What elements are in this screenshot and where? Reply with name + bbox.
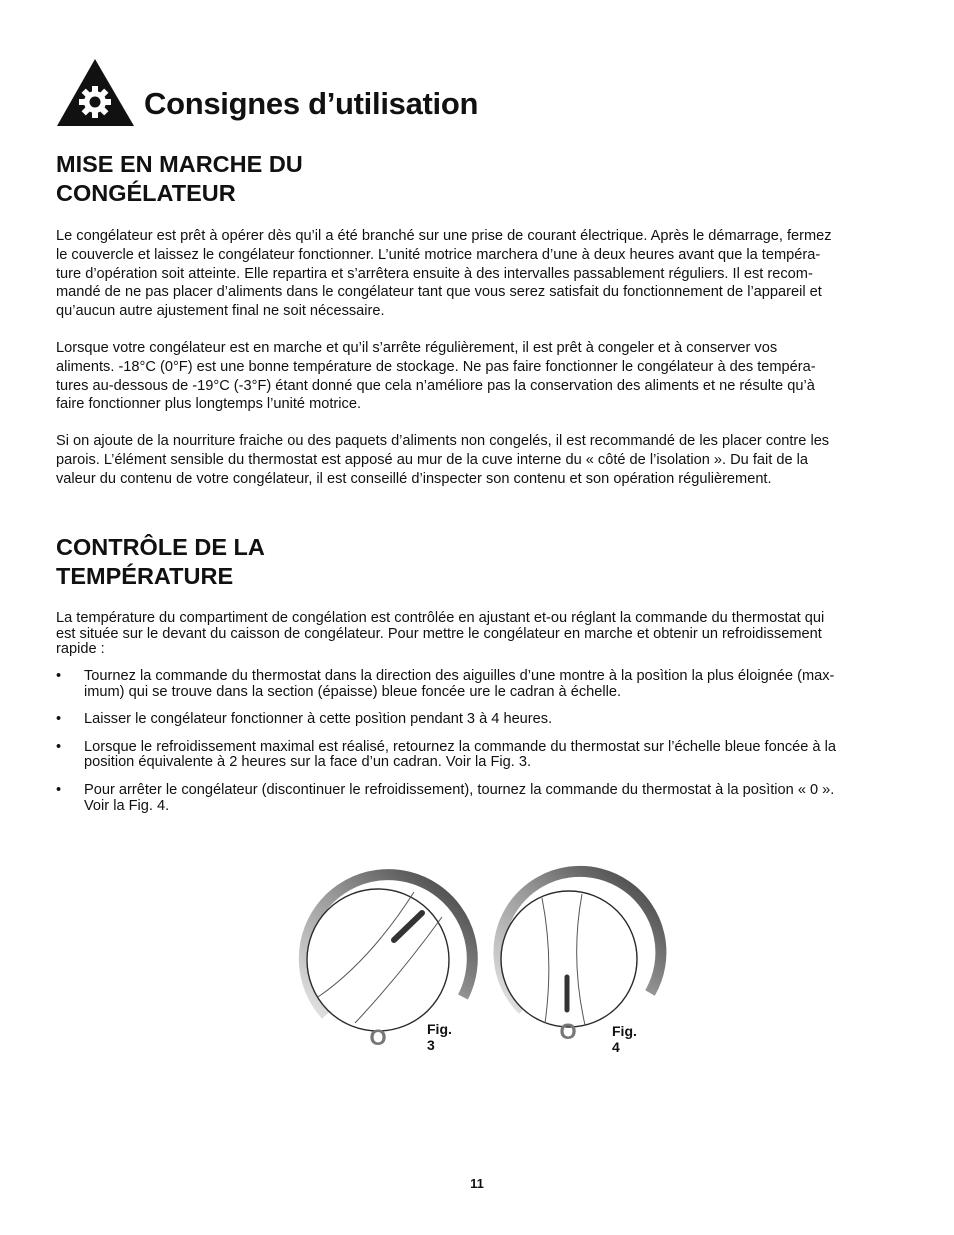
text-line: parois. L’élément sensible du thermostat est apposé au mur de la cuve interne du « côté de l’isolation ». Du fait de la xyxy=(56,451,809,468)
list-item xyxy=(56,712,902,728)
text-line: tures au-dessous de -19°C (-3°F) étant donné que cela n’améliore pas la conservation des aliments et ne résulte qu’à xyxy=(56,377,815,394)
bullet-icon: • xyxy=(56,781,62,798)
text-line: Pour arrêter le congélateur (discontinuer le refroidissement), tournez la commande du thermostat à la posìtion « 0 ». xyxy=(84,781,835,798)
instruction-list xyxy=(56,669,902,826)
text-line: le couvercle et laissez le congélateur fonctionner. L’unité motrice marchera d’une à deux heures avant que la tempéra- xyxy=(56,246,821,263)
text-line: Lorsque le refroidissement maximal est réalisé, retournez la commande du thermostat sur l’échelle bleue foncée à la xyxy=(84,738,836,755)
text-line: Tournez la commande du thermostat dans la direction des aiguilles d’une montre à la posìtion la plus éloignée (max- xyxy=(84,668,835,684)
dial-zero-marker: O xyxy=(369,1025,387,1050)
section-heading-controle-temperature xyxy=(56,533,476,591)
paragraph-fresh-food xyxy=(56,432,898,488)
list-item xyxy=(56,740,902,771)
figure-label-fig4: Fig. 4 xyxy=(612,1023,637,1055)
text-line: rapide : xyxy=(56,641,105,658)
paragraph-storage-temperature xyxy=(56,339,898,414)
text-line: imum) qui se trouve dans la section (épaisse) bleue foncée ure le cadran à échelle. xyxy=(84,683,622,700)
heading-line: CONTRÔLE DE LA xyxy=(56,534,265,560)
text-line: qu’aucun autre ajustement final ne soit nécessaire. xyxy=(56,303,385,320)
page-number: 11 xyxy=(470,1176,484,1191)
text-line: Voir la Fig. 4. xyxy=(84,797,170,814)
figure-label-fig3: Fig. 3 xyxy=(427,1021,452,1053)
paragraph-thermostat-intro xyxy=(56,611,898,658)
text-line: mandé de ne pas placer d’aliments dans le congélateur tant que vous serez satisfait du fonctionnement de l’appareil et xyxy=(56,284,822,301)
heading-line: MISE EN MARCHE DU xyxy=(56,151,303,177)
paragraph-startup xyxy=(56,227,898,321)
thermostat-dial-fig4 xyxy=(490,865,680,1050)
text-line: Si on ajoute de la nourriture fraiche ou des paquets d’aliments non congelés, il est recommandé de les placer contre les xyxy=(56,433,830,449)
text-line: Le congélateur est prêt à opérer dès qu’il a été branché sur une prise de courant électrique. Après le démarrage, fermez xyxy=(56,228,832,244)
text-line: aliments. -18°C (0°F) est une bonne température de stockage. Ne pas faire fonctionner le congélateur à des tempéra- xyxy=(56,358,816,375)
gear-warning-triangle-icon xyxy=(56,58,136,128)
bullet-icon: • xyxy=(56,738,62,755)
text-line: faire fonctionner plus longtemps l’unité motrice. xyxy=(56,396,362,413)
text-line: est située sur le devant du caisson de congélateur. Pour mettre le congélateur en marche et obtenir un refroidissement xyxy=(56,625,822,642)
text-line: Laisser le congélateur fonctionner à cette posìtion pendant 3 à 4 heures. xyxy=(84,711,553,728)
page-title: Consignes d’utilisation xyxy=(144,86,479,121)
list-item xyxy=(56,669,902,700)
bullet-icon: • xyxy=(56,668,62,684)
heading-line: TEMPÉRATURE xyxy=(56,563,234,589)
bullet-icon: • xyxy=(56,711,62,728)
heading-line: CONGÉLATEUR xyxy=(56,180,236,206)
text-line: position équivalente à 2 heures sur la face d’un cadran. Voir la Fig. 3. xyxy=(84,754,532,771)
list-item xyxy=(56,783,902,814)
text-line: valeur du contenu de votre congélateur, il est conseillé d’inspecter son contenu et son opération régulièrement. xyxy=(56,470,772,487)
dial-zero-marker: O xyxy=(559,1019,577,1044)
section-heading-mise-en-marche xyxy=(56,150,476,208)
text-line: Lorsque votre congélateur est en marche et qu’il s’arrête régulièrement, il est prêt à congeler et à conserver vos xyxy=(56,340,778,356)
page-header xyxy=(56,58,656,128)
text-line: La température du compartiment de congélation est contrôlée en ajustant et-ou réglant la commande du thermostat qui xyxy=(56,610,825,626)
text-line: ture d’opération soit atteinte. Elle repartira et s’arrêtera ensuite à des intervalles passablement réguliers. Il est recom- xyxy=(56,265,813,282)
